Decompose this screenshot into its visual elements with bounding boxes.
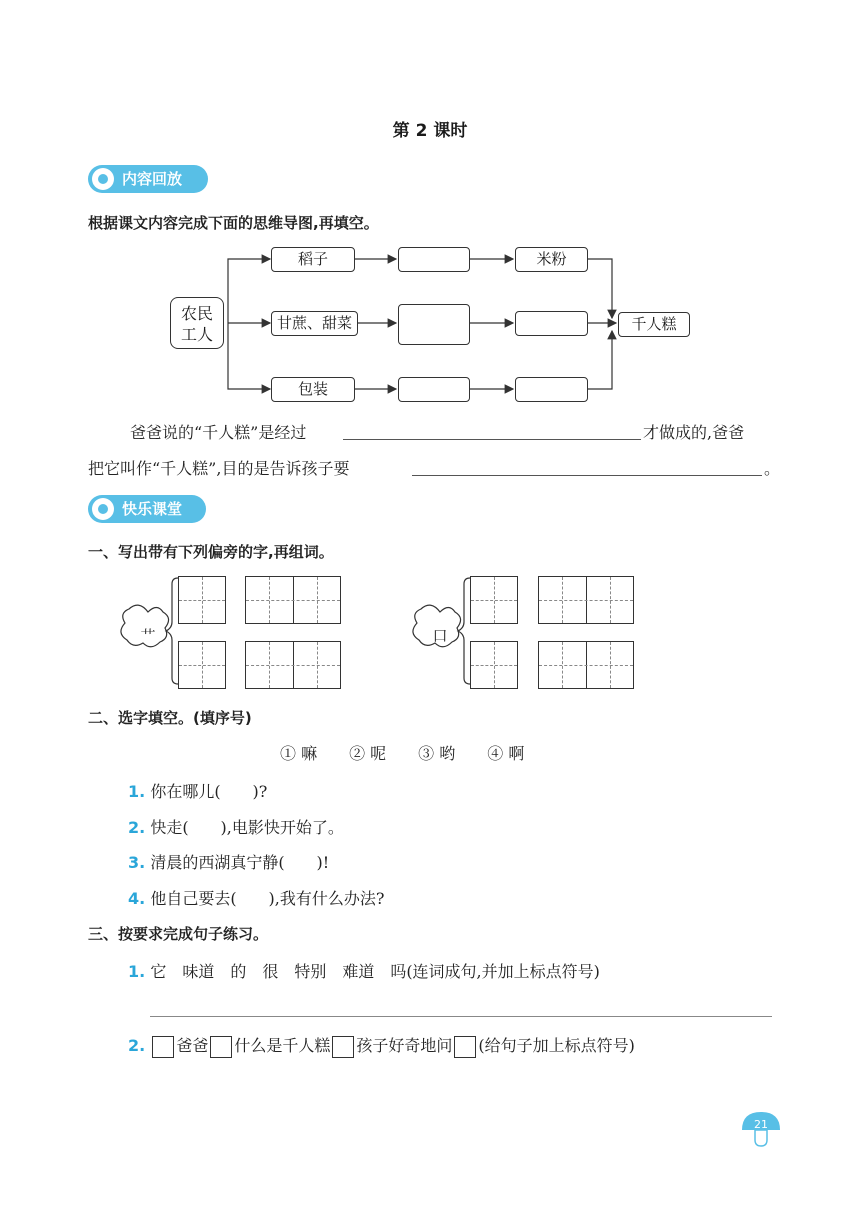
punctuation-box[interactable] [152, 1036, 174, 1058]
writing-grid-double[interactable] [245, 641, 341, 689]
writing-grid-single[interactable] [470, 576, 518, 624]
q3-item2 [128, 1033, 635, 1059]
item-text: 爸爸 [176, 1036, 209, 1055]
mindmap-row3-start: 包装 [271, 377, 355, 402]
mindmap-blank[interactable] [515, 311, 588, 336]
item-text: 什么是千人糕 [234, 1036, 331, 1055]
writing-grid-single[interactable] [178, 641, 226, 689]
item-text: 孩子好奇地问 [356, 1036, 453, 1055]
mindmap-row2-start: 甘蔗、甜菜 [271, 311, 358, 336]
fill-sentence-part2: 才做成的,爸爸 [643, 423, 745, 442]
item-number: 3. [128, 853, 146, 872]
mindmap-blank[interactable] [398, 377, 470, 402]
q2-item [128, 779, 267, 802]
mindmap-connectors [0, 0, 860, 420]
item-text: 你在哪儿( )? [150, 782, 268, 801]
writing-grid-double[interactable] [538, 576, 634, 624]
q2-heading: 二、选字填空。(填序号) [88, 709, 252, 727]
item-number: 2. [128, 1036, 146, 1055]
mindmap-source: 农民 工人 [170, 297, 224, 349]
q2-item [128, 886, 384, 909]
writing-grid-double[interactable] [538, 641, 634, 689]
item-number: 1. [128, 782, 146, 801]
review-instruction: 根据课文内容完成下面的思维导图,再填空。 [88, 214, 379, 232]
item-number: 1. [128, 962, 146, 981]
item-text: 清晨的西湖真宁静( )! [150, 853, 330, 872]
page-title: 第 2 课时 [392, 121, 468, 141]
punctuation-box[interactable] [454, 1036, 476, 1058]
q2-item [128, 815, 344, 838]
mindmap-blank[interactable] [398, 247, 470, 272]
writing-grid-double[interactable] [245, 576, 341, 624]
item-text: 他自己要去( ),我有什么办法? [150, 889, 385, 908]
mindmap-blank[interactable] [515, 377, 588, 402]
page-number: 21 [754, 1118, 768, 1131]
fill-sentence-part4: 。 [764, 459, 781, 478]
item-number: 2. [128, 818, 146, 837]
punctuation-box[interactable] [210, 1036, 232, 1058]
fill-sentence-part1: 爸爸说的“千人糕”是经过 [130, 423, 307, 442]
answer-line[interactable] [343, 439, 641, 440]
writing-grid-single[interactable] [178, 576, 226, 624]
item-text: 它 味道 的 很 特别 难道 吗(连词成句,并加上标点符号) [150, 962, 600, 981]
mindmap-result: 千人糕 [618, 312, 690, 337]
item-text: 快走( ),电影快开始了。 [150, 818, 344, 837]
answer-line[interactable] [412, 475, 762, 476]
mindmap-blank[interactable] [398, 304, 470, 345]
badge-label: 快乐课堂 [122, 500, 183, 518]
q3-heading: 三、按要求完成句子练习。 [88, 925, 269, 943]
mindmap-row1-start: 稻子 [271, 247, 355, 272]
q2-item [128, 850, 329, 873]
item-number: 4. [128, 889, 146, 908]
q2-options: ① 嘛 ② 呢 ③ 哟 ④ 啊 [280, 744, 525, 763]
punctuation-box[interactable] [332, 1036, 354, 1058]
fill-sentence-part3: 把它叫作“千人糕”,目的是告诉孩子要 [88, 459, 350, 478]
rocket-icon [92, 498, 114, 520]
writing-grid-single[interactable] [470, 641, 518, 689]
radical-right: 口 [432, 627, 448, 645]
radical-left: 艹 [140, 627, 156, 645]
mindmap-row1-end: 米粉 [515, 247, 588, 272]
answer-line[interactable] [150, 1016, 772, 1017]
q1-heading: 一、写出带有下列偏旁的字,再组词。 [88, 543, 334, 561]
badge-label: 内容回放 [122, 170, 183, 188]
item-text: (给句子加上标点符号) [478, 1036, 635, 1055]
q3-item1 [128, 959, 600, 982]
section-badge-class [88, 495, 206, 523]
